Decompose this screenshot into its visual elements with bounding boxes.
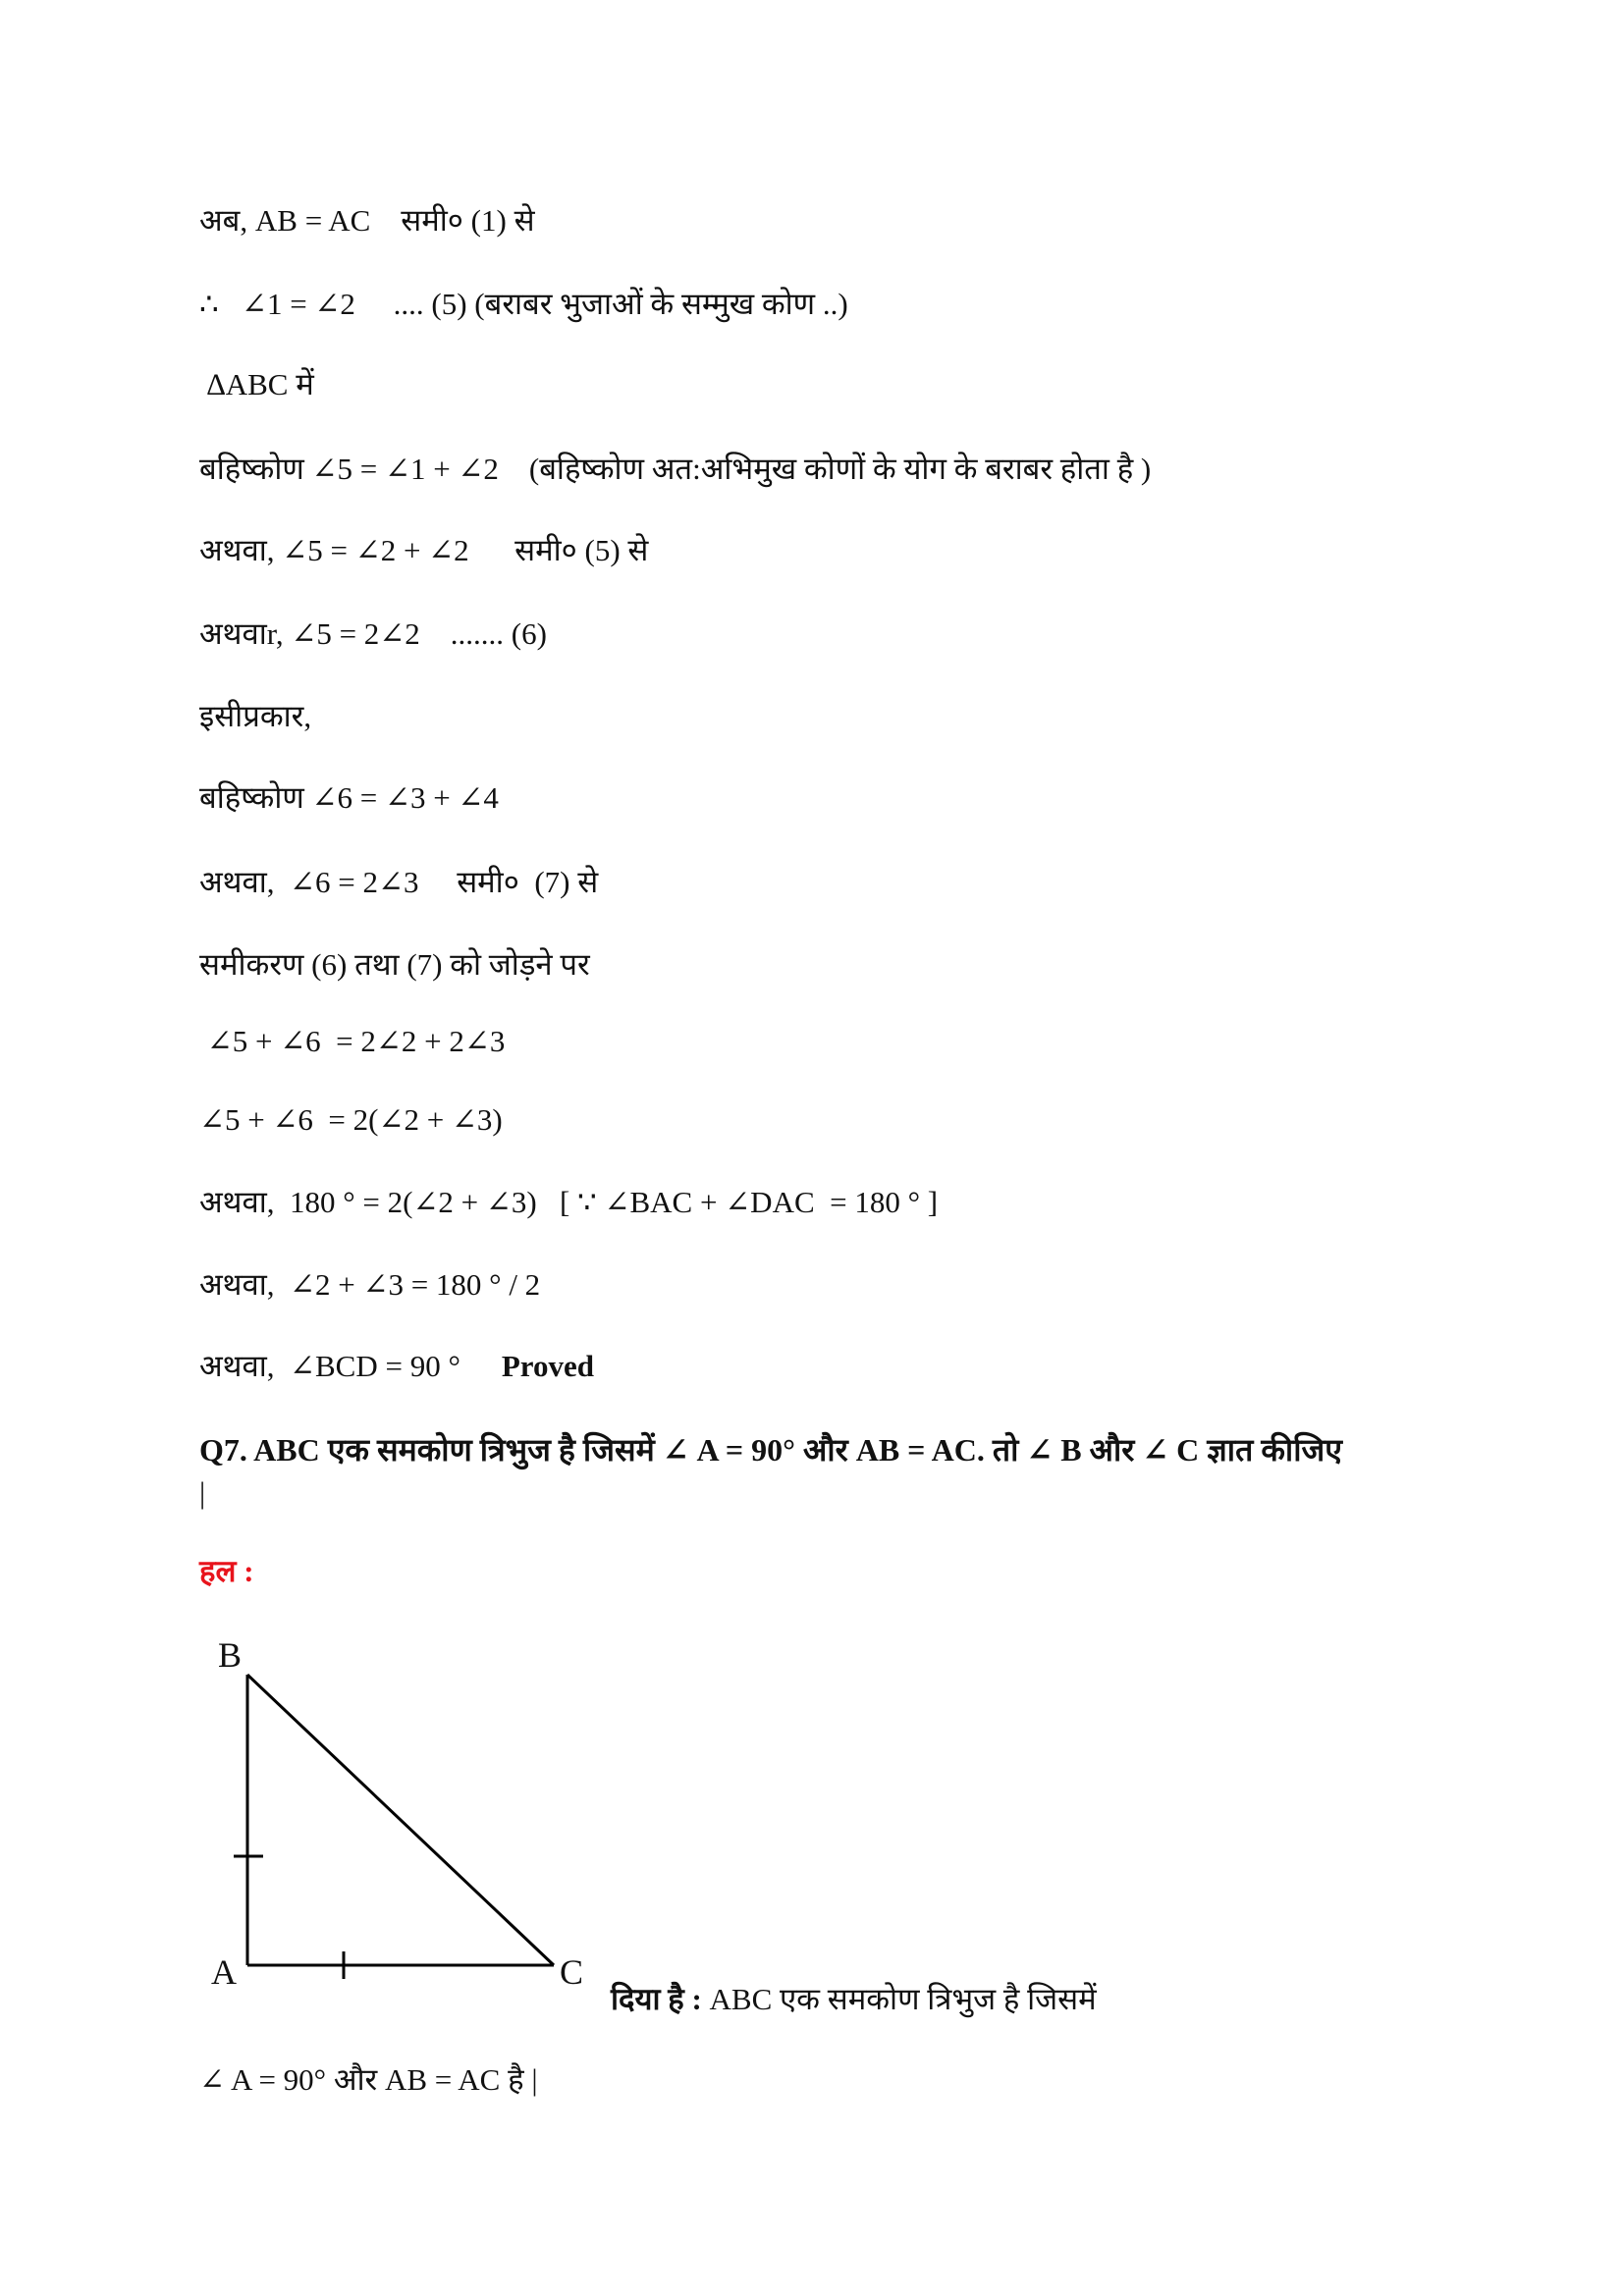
line-11: ∠5 + ∠6 = 2∠2 + 2∠3	[199, 1024, 506, 1058]
question-q7: Q7. ABC एक समकोण त्रिभुज है जिसमें ∠ A = 90° और AB = AC. तो ∠ B और ∠ C ज्ञात कीजिए	[199, 1432, 1342, 1468]
line-10: समीकरण (6) तथा (7) को जोड़ने पर	[199, 947, 590, 982]
proved-label: Proved	[501, 1349, 594, 1383]
question-tail: |	[199, 1475, 206, 1510]
line-3: ∆ABC में	[199, 367, 314, 401]
given-text: ABC एक समकोण त्रिभुज है जिसमें	[701, 1982, 1097, 2016]
vertex-label-c: C	[560, 1952, 584, 1992]
vertex-label-b: B	[218, 1635, 243, 1675]
given-label: दिया है :	[611, 1982, 702, 2016]
vertex-label-a: A	[211, 1952, 237, 1992]
line-15-text: अथवा, ∠BCD = 90 °	[199, 1349, 460, 1383]
side-bc	[247, 1675, 554, 1965]
line-2: ∴ ∠1 = ∠2 .... (5) (बराबर भुजाओं के सम्मुख कोण ..)	[199, 287, 848, 321]
line-13: अथवा, 180 ° = 2(∠2 + ∠3) [ ∵ ∠BAC + ∠DAC = 180 ° ]	[199, 1185, 939, 1219]
line-7: इसीप्रकार,	[199, 699, 312, 733]
line-6: अथवाr, ∠5 = 2∠2 ....... (6)	[199, 616, 547, 651]
solution-label: हल :	[199, 1554, 254, 1588]
given-line	[611, 1980, 1097, 2019]
line-1: अब, AB = AC समी० (1) से	[199, 203, 535, 238]
line-8: बहिष्कोण ∠6 = ∠3 + ∠4	[199, 780, 499, 815]
given-continuation: ∠ A = 90° और AB = AC है |	[199, 2062, 538, 2097]
line-12: ∠5 + ∠6 = 2(∠2 + ∠3)	[199, 1102, 503, 1137]
line-5: अथवा, ∠5 = ∠2 + ∠2 समी० (5) से	[199, 533, 649, 567]
line-9: अथवा, ∠6 = 2∠3 समी० (7) से	[199, 865, 599, 899]
line-14: अथवा, ∠2 + ∠3 = 180 ° / 2	[199, 1267, 541, 1302]
line-4: बहिष्कोण ∠5 = ∠1 + ∠2 (बहिष्कोण अत:अभिमुख कोणों के योग के बराबर होता है )	[199, 452, 1152, 486]
